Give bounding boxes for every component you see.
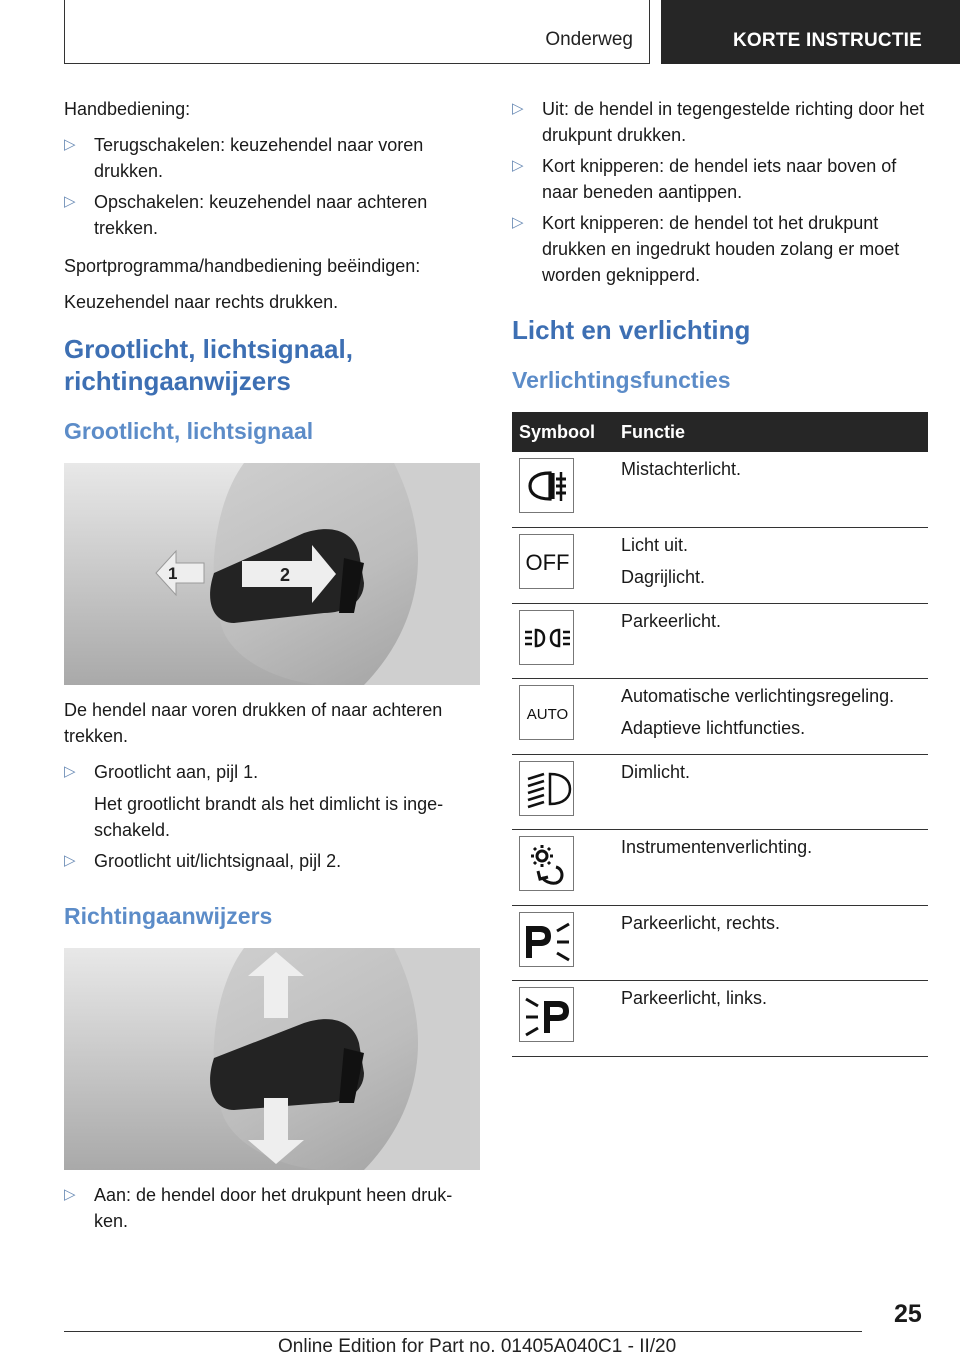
function-text: Mistachterlicht. [621, 459, 742, 479]
subheading-lighting-functions: Verlichtingsfuncties [512, 367, 731, 393]
table-row [512, 452, 928, 528]
right-column [512, 96, 928, 1057]
table-row [512, 679, 928, 755]
function-text: Dimlicht. [621, 761, 691, 782]
subheading-turn-signals: Richtingaanwijzers [64, 903, 273, 929]
turn-signal-list-right [512, 96, 928, 288]
arrow-label-2: 2 [280, 565, 291, 585]
table-row [512, 528, 928, 604]
arrow-label-1: 1 [168, 564, 178, 583]
function-text: Parkeerlicht, links. [621, 988, 768, 1008]
subheading-high-beam: Grootlicht, lichtsignaal [64, 418, 314, 444]
page-number: 25 [894, 1300, 922, 1328]
figure1-caption: De hendel naar voren drukken of naar achteren trekken. [64, 700, 443, 746]
list-item: ▷ Opschakelen: keuzehendel naar achteren trekken. [64, 189, 480, 241]
low-beam-icon [519, 761, 574, 816]
function-text: Parkeerlicht. [621, 610, 722, 631]
sport-end-text: Keuzehendel naar rechts drukken. [64, 292, 339, 312]
function-text: Adaptieve lichtfuncties. [621, 718, 806, 738]
section-heading-lighting: Licht en verlichting [512, 315, 751, 345]
sport-end-label: Sportprogramma/handbediening beëindigen: [64, 256, 421, 276]
auto-light-icon [519, 685, 574, 740]
svg-text:AUTO: AUTO [526, 706, 569, 723]
table-header-row [512, 412, 928, 452]
column-header-symbol: Symbool [512, 412, 614, 452]
list-item: ▷ Uit: de hendel in tegengestelde richting door het drukpunt drukken. [512, 96, 928, 148]
triangle-bullet-icon: ▷ [64, 852, 76, 869]
triangle-bullet-icon: ▷ [512, 157, 524, 174]
table-row [512, 603, 928, 679]
turn-signal-list-left [64, 1182, 480, 1234]
footer-edition: Online Edition for Part no. 01405A040C1 - II/20 [278, 1336, 677, 1357]
list-item: ▷ Aan: de hendel door het drukpunt heen druk-ken. [64, 1182, 480, 1234]
rear-fog-light-icon [519, 458, 574, 513]
parking-light-icon [519, 610, 574, 665]
function-text: Parkeerlicht, rechts. [621, 912, 781, 933]
footer-divider [64, 1331, 862, 1332]
instrument-lighting-icon [519, 836, 574, 891]
table-row [512, 981, 928, 1057]
lighting-symbols-table [512, 412, 928, 1057]
manual-intro: Handbediening: [64, 99, 191, 119]
table-row [512, 830, 928, 906]
triangle-bullet-icon: ▷ [64, 1186, 76, 1203]
function-text: Licht uit. [621, 535, 689, 555]
lights-off-icon [519, 534, 574, 589]
header-chapter-tab [661, 0, 960, 64]
function-text: Dagrijlicht. [621, 567, 706, 587]
section-heading-high-beam: Grootlicht, lichtsignaal, richtingaanwijzers [64, 334, 353, 396]
high-beam-lever-figure [64, 463, 480, 685]
manual-list [64, 132, 480, 241]
parking-light-left-icon [519, 987, 574, 1042]
header-chapter-label: KORTE INSTRUCTIE [733, 30, 922, 51]
list-item: ▷ Grootlicht aan, pijl 1. Het grootlicht brandt als het dimlicht is inge-schakeld. [64, 759, 480, 843]
list-item: ▷ Kort knipperen: de hendel iets naar boven of naar beneden aantippen. [512, 153, 928, 205]
list-item: ▷ Grootlicht uit/lichtsignaal, pijl 2. [64, 848, 480, 874]
triangle-bullet-icon: ▷ [512, 214, 524, 231]
column-header-function: Functie [614, 412, 928, 452]
turn-signal-lever-figure [64, 948, 480, 1170]
left-column [64, 96, 480, 1239]
function-text: Automatische verlichtingsregeling. [621, 686, 895, 706]
table-row [512, 905, 928, 981]
high-beam-list [64, 759, 480, 874]
function-text: Instrumentenverlichting. [621, 837, 813, 857]
parking-light-right-icon [519, 912, 574, 967]
triangle-bullet-icon: ▷ [512, 100, 524, 117]
header-section-box [64, 0, 650, 64]
list-item: ▷ Terugschakelen: keuzehendel naar voren drukken. [64, 132, 480, 184]
header-section-title: Onderweg [545, 29, 633, 50]
list-item: ▷ Kort knipperen: de hendel tot het drukpunt drukken en ingedrukt houden zolang er moet worden geknipperd. [512, 210, 928, 288]
triangle-bullet-icon: ▷ [64, 763, 76, 780]
table-row [512, 754, 928, 830]
triangle-bullet-icon: ▷ [64, 136, 76, 153]
svg-text:OFF: OFF [525, 550, 570, 575]
triangle-bullet-icon: ▷ [64, 193, 76, 210]
